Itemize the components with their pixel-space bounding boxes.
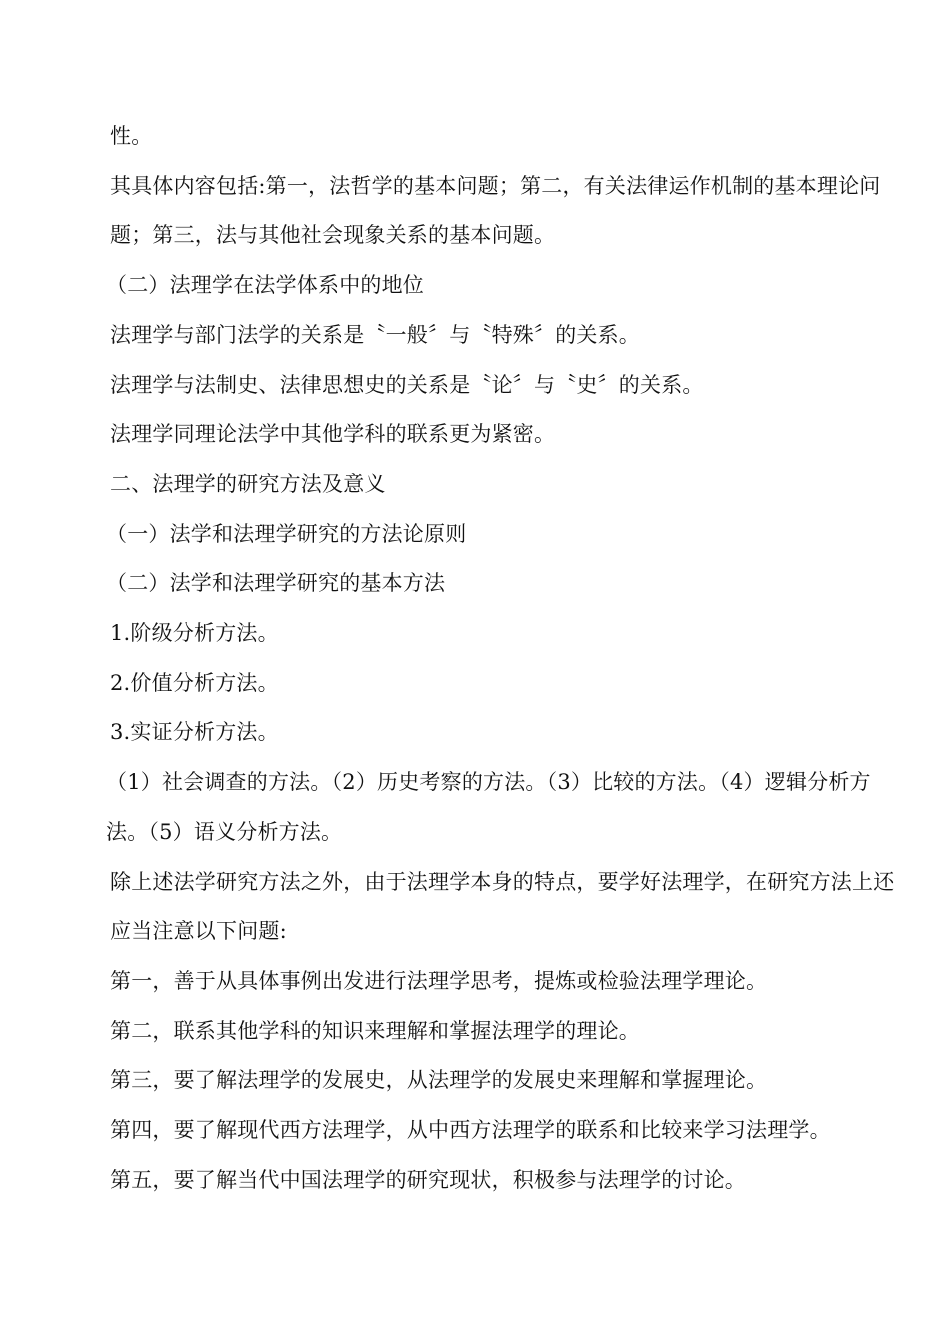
paragraph-note-second: 第二，联系其他学科的知识来理解和掌握法理学的理论。 [110, 1018, 640, 1043]
paragraph-note-fifth: 第五，要了解当代中国法理学的研究现状，积极参与法理学的讨论。 [110, 1167, 746, 1192]
paragraph-note-first: 第一，善于从具体事例出发进行法理学思考，提炼或检验法理学理论。 [110, 968, 768, 993]
document-body [106, 112, 900, 1205]
list-item-empirical-analysis: 3.实证分析方法。 [110, 720, 279, 745]
paragraph-empirical-submethods: （1）社会调查的方法。（2）历史考察的方法。（3）比较的方法。（4）逻辑分析方法。（5）语义分析方法。 [106, 770, 871, 844]
paragraph-relation-theory-law: 法理学同理论法学中其他学科的联系更为紧密。 [110, 422, 556, 447]
heading-methodology-principles: （一）法学和法理学研究的方法论原则 [106, 521, 467, 546]
list-item-class-analysis: 1.阶级分析方法。 [110, 621, 279, 646]
paragraph-note-third: 第三，要了解法理学的发展史，从法理学的发展史来理解和掌握理论。 [110, 1068, 768, 1093]
list-item-value-analysis: 2.价值分析方法。 [110, 670, 279, 695]
paragraph-content-scope: 其具体内容包括:第一，法哲学的基本问题；第二，有关法律运作机制的基本理论问题；第三，法与其他社会现象关系的基本问题。 [110, 173, 881, 248]
heading-research-methods: 二、法理学的研究方法及意义 [110, 471, 386, 496]
paragraph-relation-legal-history: 法理学与法制史、法律思想史的关系是〝论〞与〝史〞的关系。 [110, 372, 704, 397]
paragraph-additional-notes-intro: 除上述法学研究方法之外，由于法理学本身的特点，要学好法理学，在研究方法上还应当注意以下问题: [110, 869, 895, 944]
paragraph-continuation: 性。 [110, 124, 153, 148]
paragraph-note-fourth: 第四，要了解现代西方法理学，从中西方法理学的联系和比较来学习法理学。 [110, 1118, 831, 1143]
heading-position-in-system: （二）法理学在法学体系中的地位 [106, 273, 424, 298]
heading-basic-methods: （二）法学和法理学研究的基本方法 [106, 571, 446, 596]
paragraph-relation-department-law: 法理学与部门法学的关系是〝一般〞与〝特殊〞的关系。 [110, 322, 640, 347]
